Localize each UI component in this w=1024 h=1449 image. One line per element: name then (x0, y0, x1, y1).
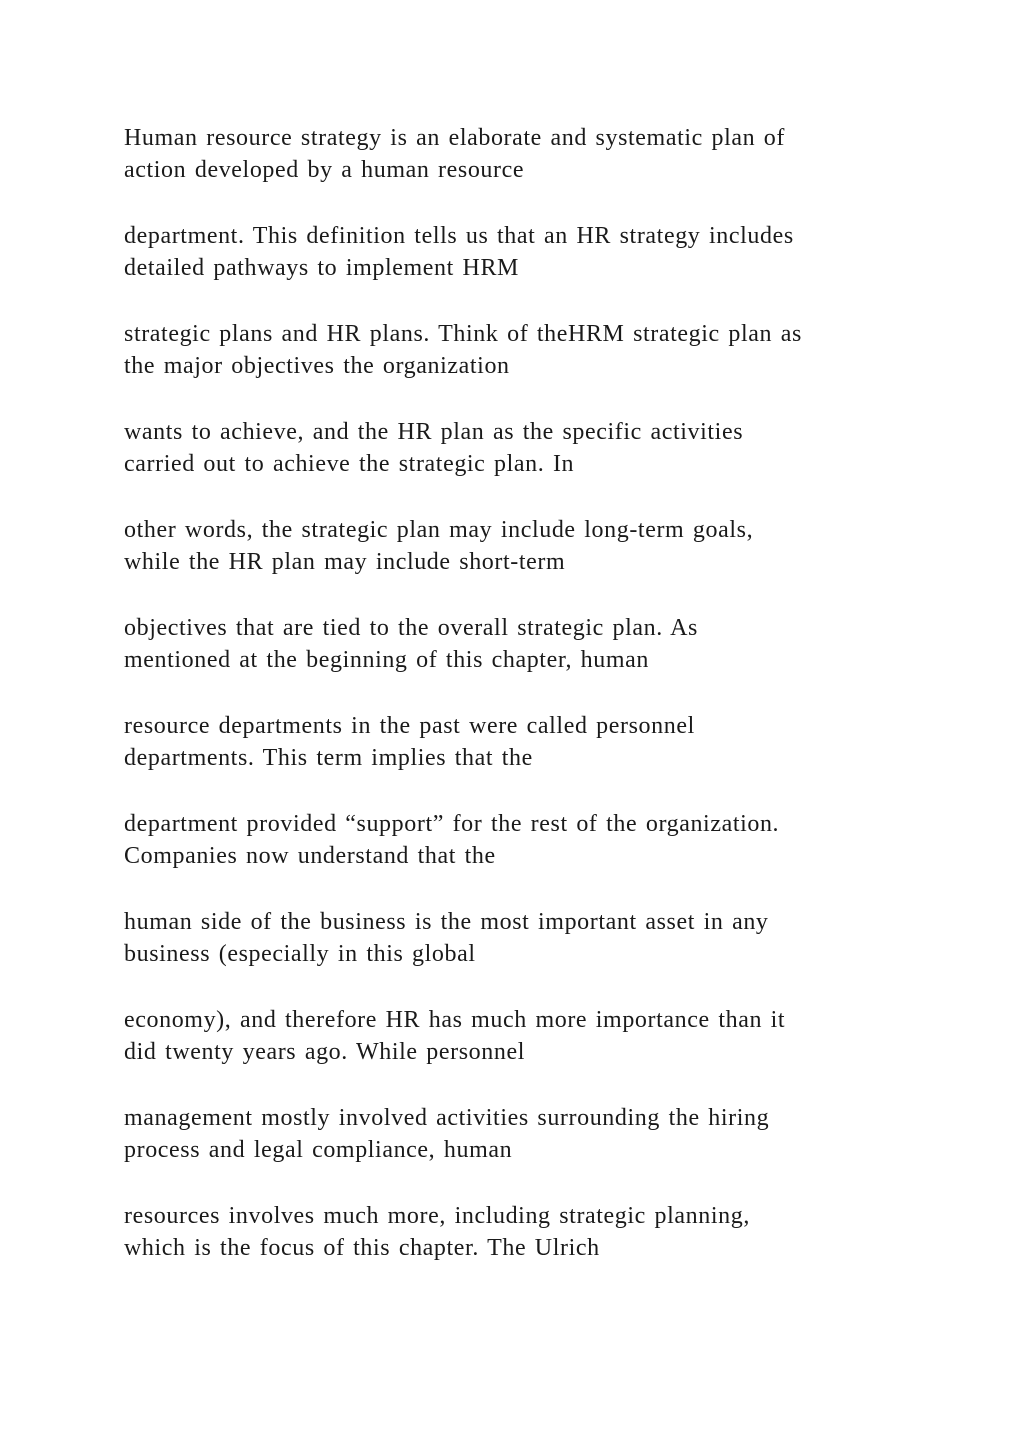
text-line: business (especially in this global (124, 941, 476, 967)
paragraph-8 (124, 808, 924, 872)
paragraph-2 (124, 220, 924, 284)
paragraph-6 (124, 612, 924, 676)
text-line: department provided “support” for the rest of the organization. (124, 811, 780, 837)
paragraph-9 (124, 906, 924, 970)
text-line: other words, the strategic plan may include long-term goals, (124, 517, 754, 543)
text-line: management mostly involved activities surrounding the hiring (124, 1105, 770, 1131)
text-line: departments. This term implies that the (124, 745, 533, 771)
paragraph-10 (124, 1004, 924, 1068)
text-line: mentioned at the beginning of this chapter, human (124, 647, 649, 673)
paragraph-1 (124, 122, 924, 186)
text-line: objectives that are tied to the overall strategic plan. As (124, 615, 698, 641)
body-text (124, 122, 924, 1298)
text-line: human side of the business is the most important asset in any (124, 909, 769, 935)
text-line: carried out to achieve the strategic plan. In (124, 451, 575, 477)
text-line: process and legal compliance, human (124, 1137, 513, 1163)
paragraph-7 (124, 710, 924, 774)
paragraph-11 (124, 1102, 924, 1166)
paragraph-3 (124, 318, 924, 382)
text-line: which is the focus of this chapter. The Ulrich (124, 1235, 600, 1261)
text-line: while the HR plan may include short-term (124, 549, 566, 575)
text-line: detailed pathways to implement HRM (124, 255, 519, 281)
text-line: strategic plans and HR plans. Think of theHRM strategic plan as (124, 321, 802, 347)
text-line: wants to achieve, and the HR plan as the specific activities (124, 419, 744, 445)
text-line: did twenty years ago. While personnel (124, 1039, 525, 1065)
paragraph-12 (124, 1200, 924, 1264)
paragraph-4 (124, 416, 924, 480)
paragraph-5 (124, 514, 924, 578)
text-line: Companies now understand that the (124, 843, 496, 869)
text-line: department. This definition tells us that an HR strategy includes (124, 223, 794, 249)
text-line: action developed by a human resource (124, 157, 525, 183)
text-line: resources involves much more, including strategic planning, (124, 1203, 750, 1229)
text-line: Human resource strategy is an elaborate and systematic plan of (124, 125, 785, 151)
text-line: the major objectives the organization (124, 353, 510, 379)
text-line: economy), and therefore HR has much more importance than it (124, 1007, 786, 1033)
text-line: resource departments in the past were called personnel (124, 713, 695, 739)
